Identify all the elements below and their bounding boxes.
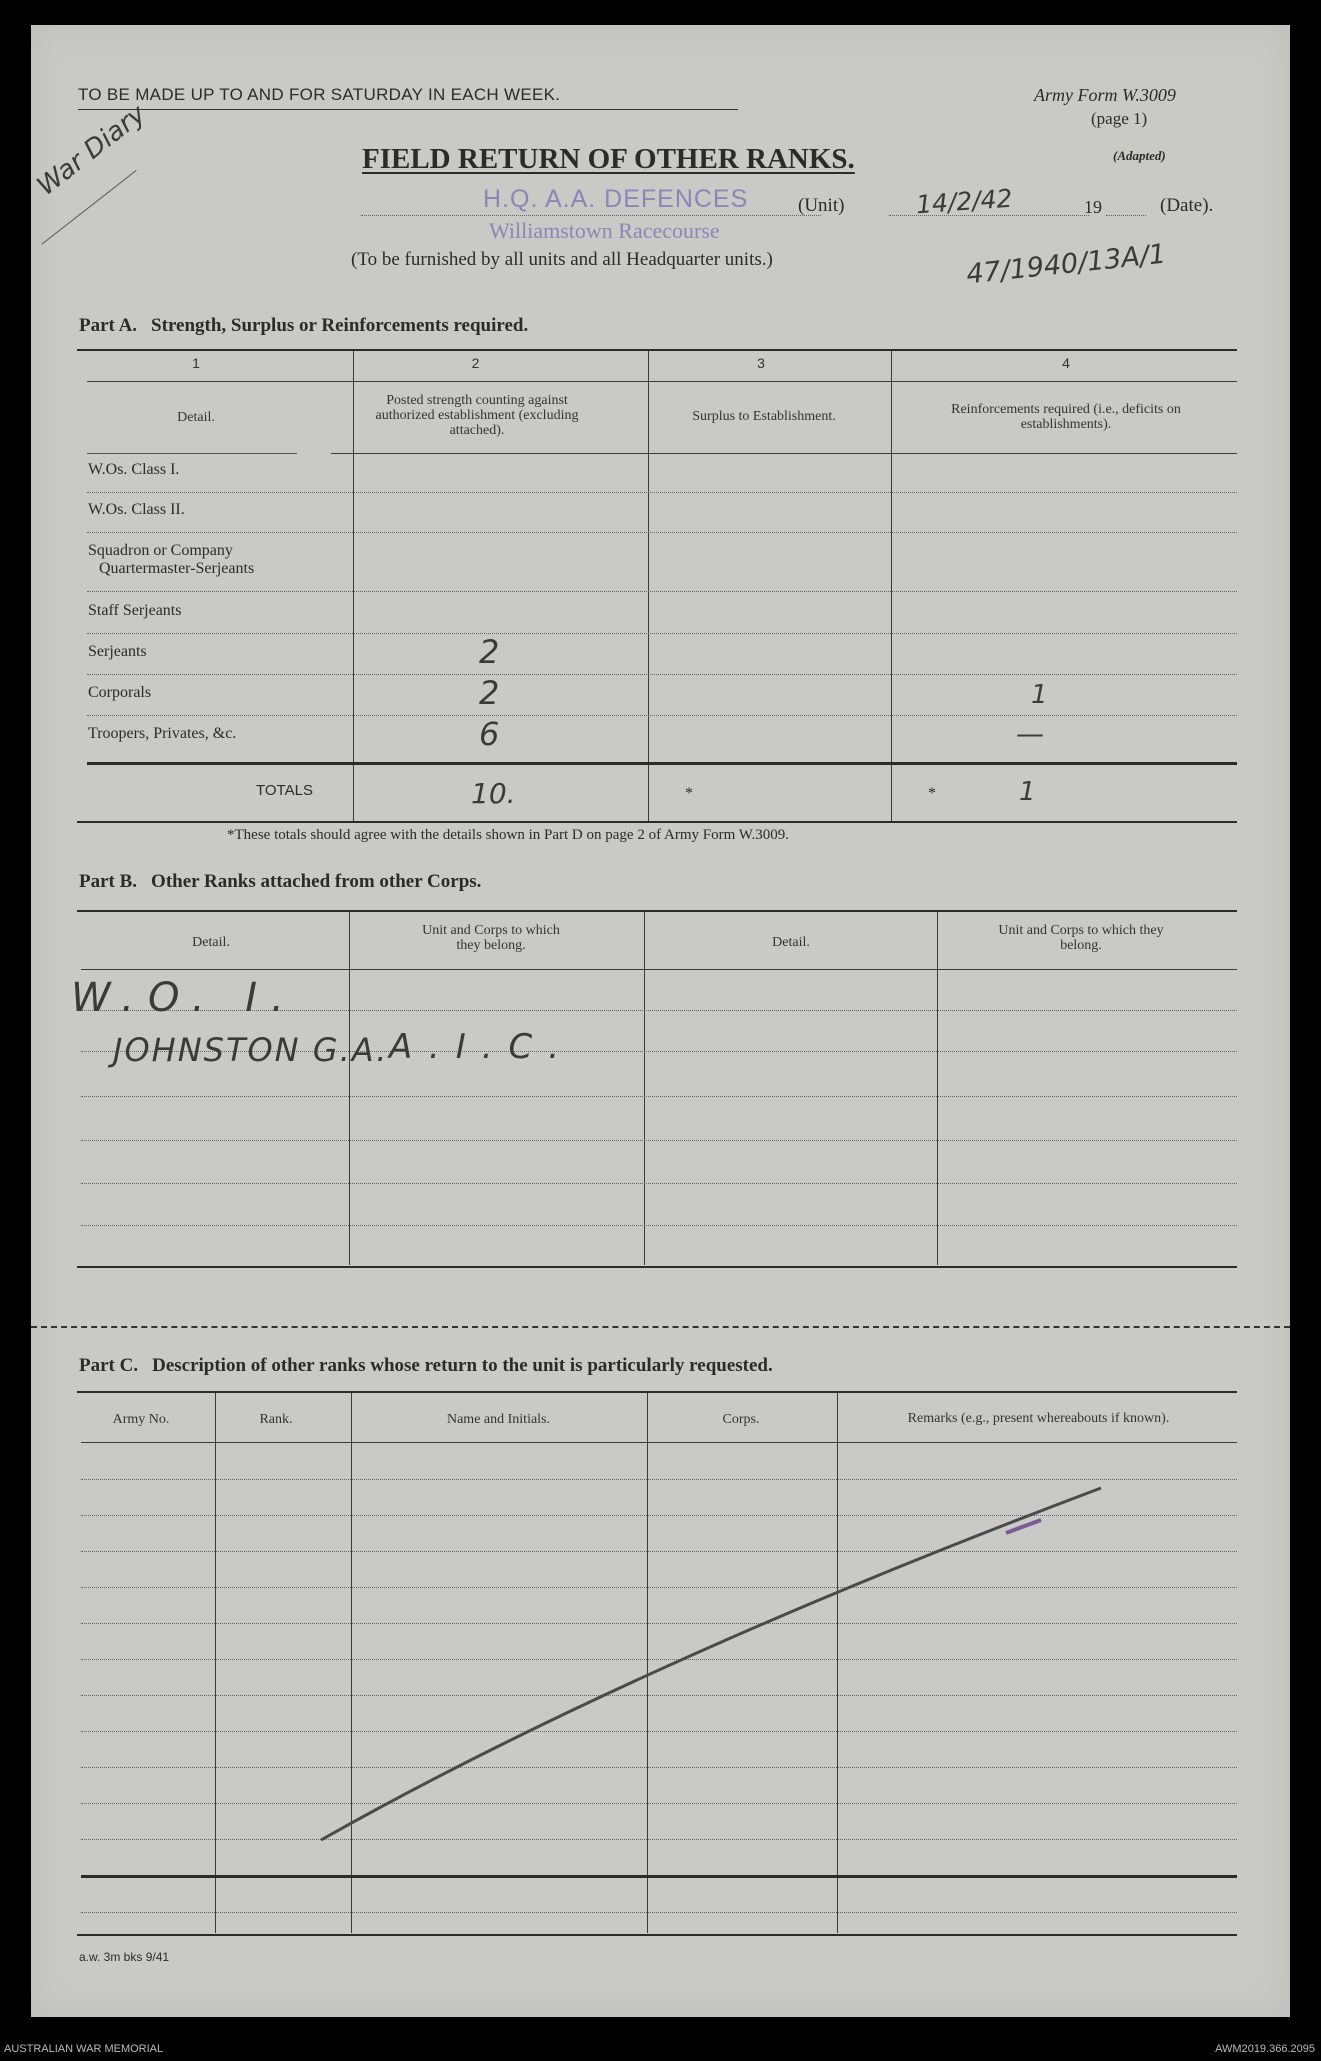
unit-label: (Unit) [798,195,845,216]
part-c-text: Description of other ranks whose return to the unit is particularly requested. [152,1355,773,1376]
row-detail-cqms: Squadron or Company [88,542,233,559]
reinf-tpr: — [1016,717,1044,750]
date-label: (Date). [1160,195,1214,216]
part-a-label: Part A. [79,315,138,336]
part-c-header-name: Name and Initials. [446,1412,551,1427]
part-c-header-remarks: Remarks (e.g., present whereabouts if known). [907,1411,1170,1426]
adapted-note: (Adapted) [1113,148,1166,163]
totals-reinf: 1 [1019,777,1036,807]
page-number: (page 1) [1091,109,1148,128]
part-a-text: Strength, Surplus or Reinforcements required. [151,315,529,336]
row-detail-tpr: Troopers, Privates, &c. [88,725,237,742]
col-header-posted: Posted strength counting against authorized establishment (excluding attached). [375,393,579,438]
row-detail-wo2: W.Os. Class II. [88,501,185,518]
part-b-label: Part B. [79,871,138,892]
handwritten-war-diary: War Diary [31,99,152,202]
row-detail-sjt: Serjeants [88,643,147,660]
archive-footer [0,2040,1321,2061]
part-c-header-corps: Corps. [722,1412,760,1427]
part-b-entry-rank: W.O. I. [71,975,298,1021]
part-b-entry-name: JOHNSTON G.A. [113,1031,389,1069]
row-detail-cpl: Corporals [88,684,152,701]
posted-sjt: 2 [479,633,500,671]
row-detail-staff-sjt: Staff Serjeants [88,602,182,619]
col-number-2: 2 [471,355,480,371]
furnish-note: (To be furnished by all units and all Headquarter units.) [351,249,773,270]
col-number-3: 3 [757,355,765,371]
form-title: FIELD RETURN OF OTHER RANKS. [362,143,855,175]
part-c-header-rank: Rank. [259,1412,293,1427]
year-prefix: 19 [1084,197,1102,217]
part-b-header-unit-1: Unit and Corps to which they belong. [422,923,560,953]
part-c-header-army-no: Army No. [112,1412,170,1427]
posted-tpr: 6 [479,715,500,753]
part-b-entry-corps: A.I.C. [389,1027,576,1067]
form-name: Army Form W.3009 [1034,85,1176,105]
handwritten-date: 14/2/42 [915,183,1014,220]
archive-reference: AWM2019.366.2095 [1215,2043,1315,2055]
posted-cpl: 2 [479,674,500,712]
handwritten-reference: 47/1940/13A/1 [964,238,1168,291]
cancel-stroke [31,25,1290,2017]
col-header-surplus: Surplus to Establishment. [692,409,836,424]
totals-reinf-mark: * [928,785,936,802]
unit-stamp-line1: H.Q. A.A. DEFENCES [483,185,749,213]
archive-name: AUSTRALIAN WAR MEMORIAL [4,2043,164,2055]
totals-surplus-mark: * [685,785,693,802]
part-b-header-unit-2: Unit and Corps to which they belong. [998,923,1164,953]
col-header-reinf: Reinforcements required (i.e., deficits on establishments). [951,402,1181,432]
part-b-header-detail-2: Detail. [772,935,810,950]
reinf-cpl: 1 [1031,680,1048,710]
print-code: a.w. 3m bks 9/41 [79,1950,170,1964]
form-paper [31,25,1290,2017]
part-b-text: Other Ranks attached from other Corps. [151,871,482,892]
instruction-text: TO BE MADE UP TO AND FOR SATURDAY IN EACH WEEK. [78,85,561,104]
totals-posted: 10. [471,777,516,810]
col-header-detail: Detail. [177,410,215,425]
totals-label: TOTALS [256,782,313,799]
cancel-stroke-line [321,1488,1101,1840]
col-number-1: 1 [192,355,200,371]
row-detail-cqms-2: Quartermaster-Serjeants [99,560,255,577]
row-detail-wo1: W.Os. Class I. [88,461,180,478]
part-a-footnote: *These totals should agree with the details shown in Part D on page 2 of Army Form W.3009. [227,827,790,843]
part-b-header-detail-1: Detail. [192,935,230,950]
unit-stamp-line2: Williamstown Racecourse [489,218,720,243]
part-c-label: Part C. [79,1355,139,1376]
col-number-4: 4 [1062,355,1070,371]
